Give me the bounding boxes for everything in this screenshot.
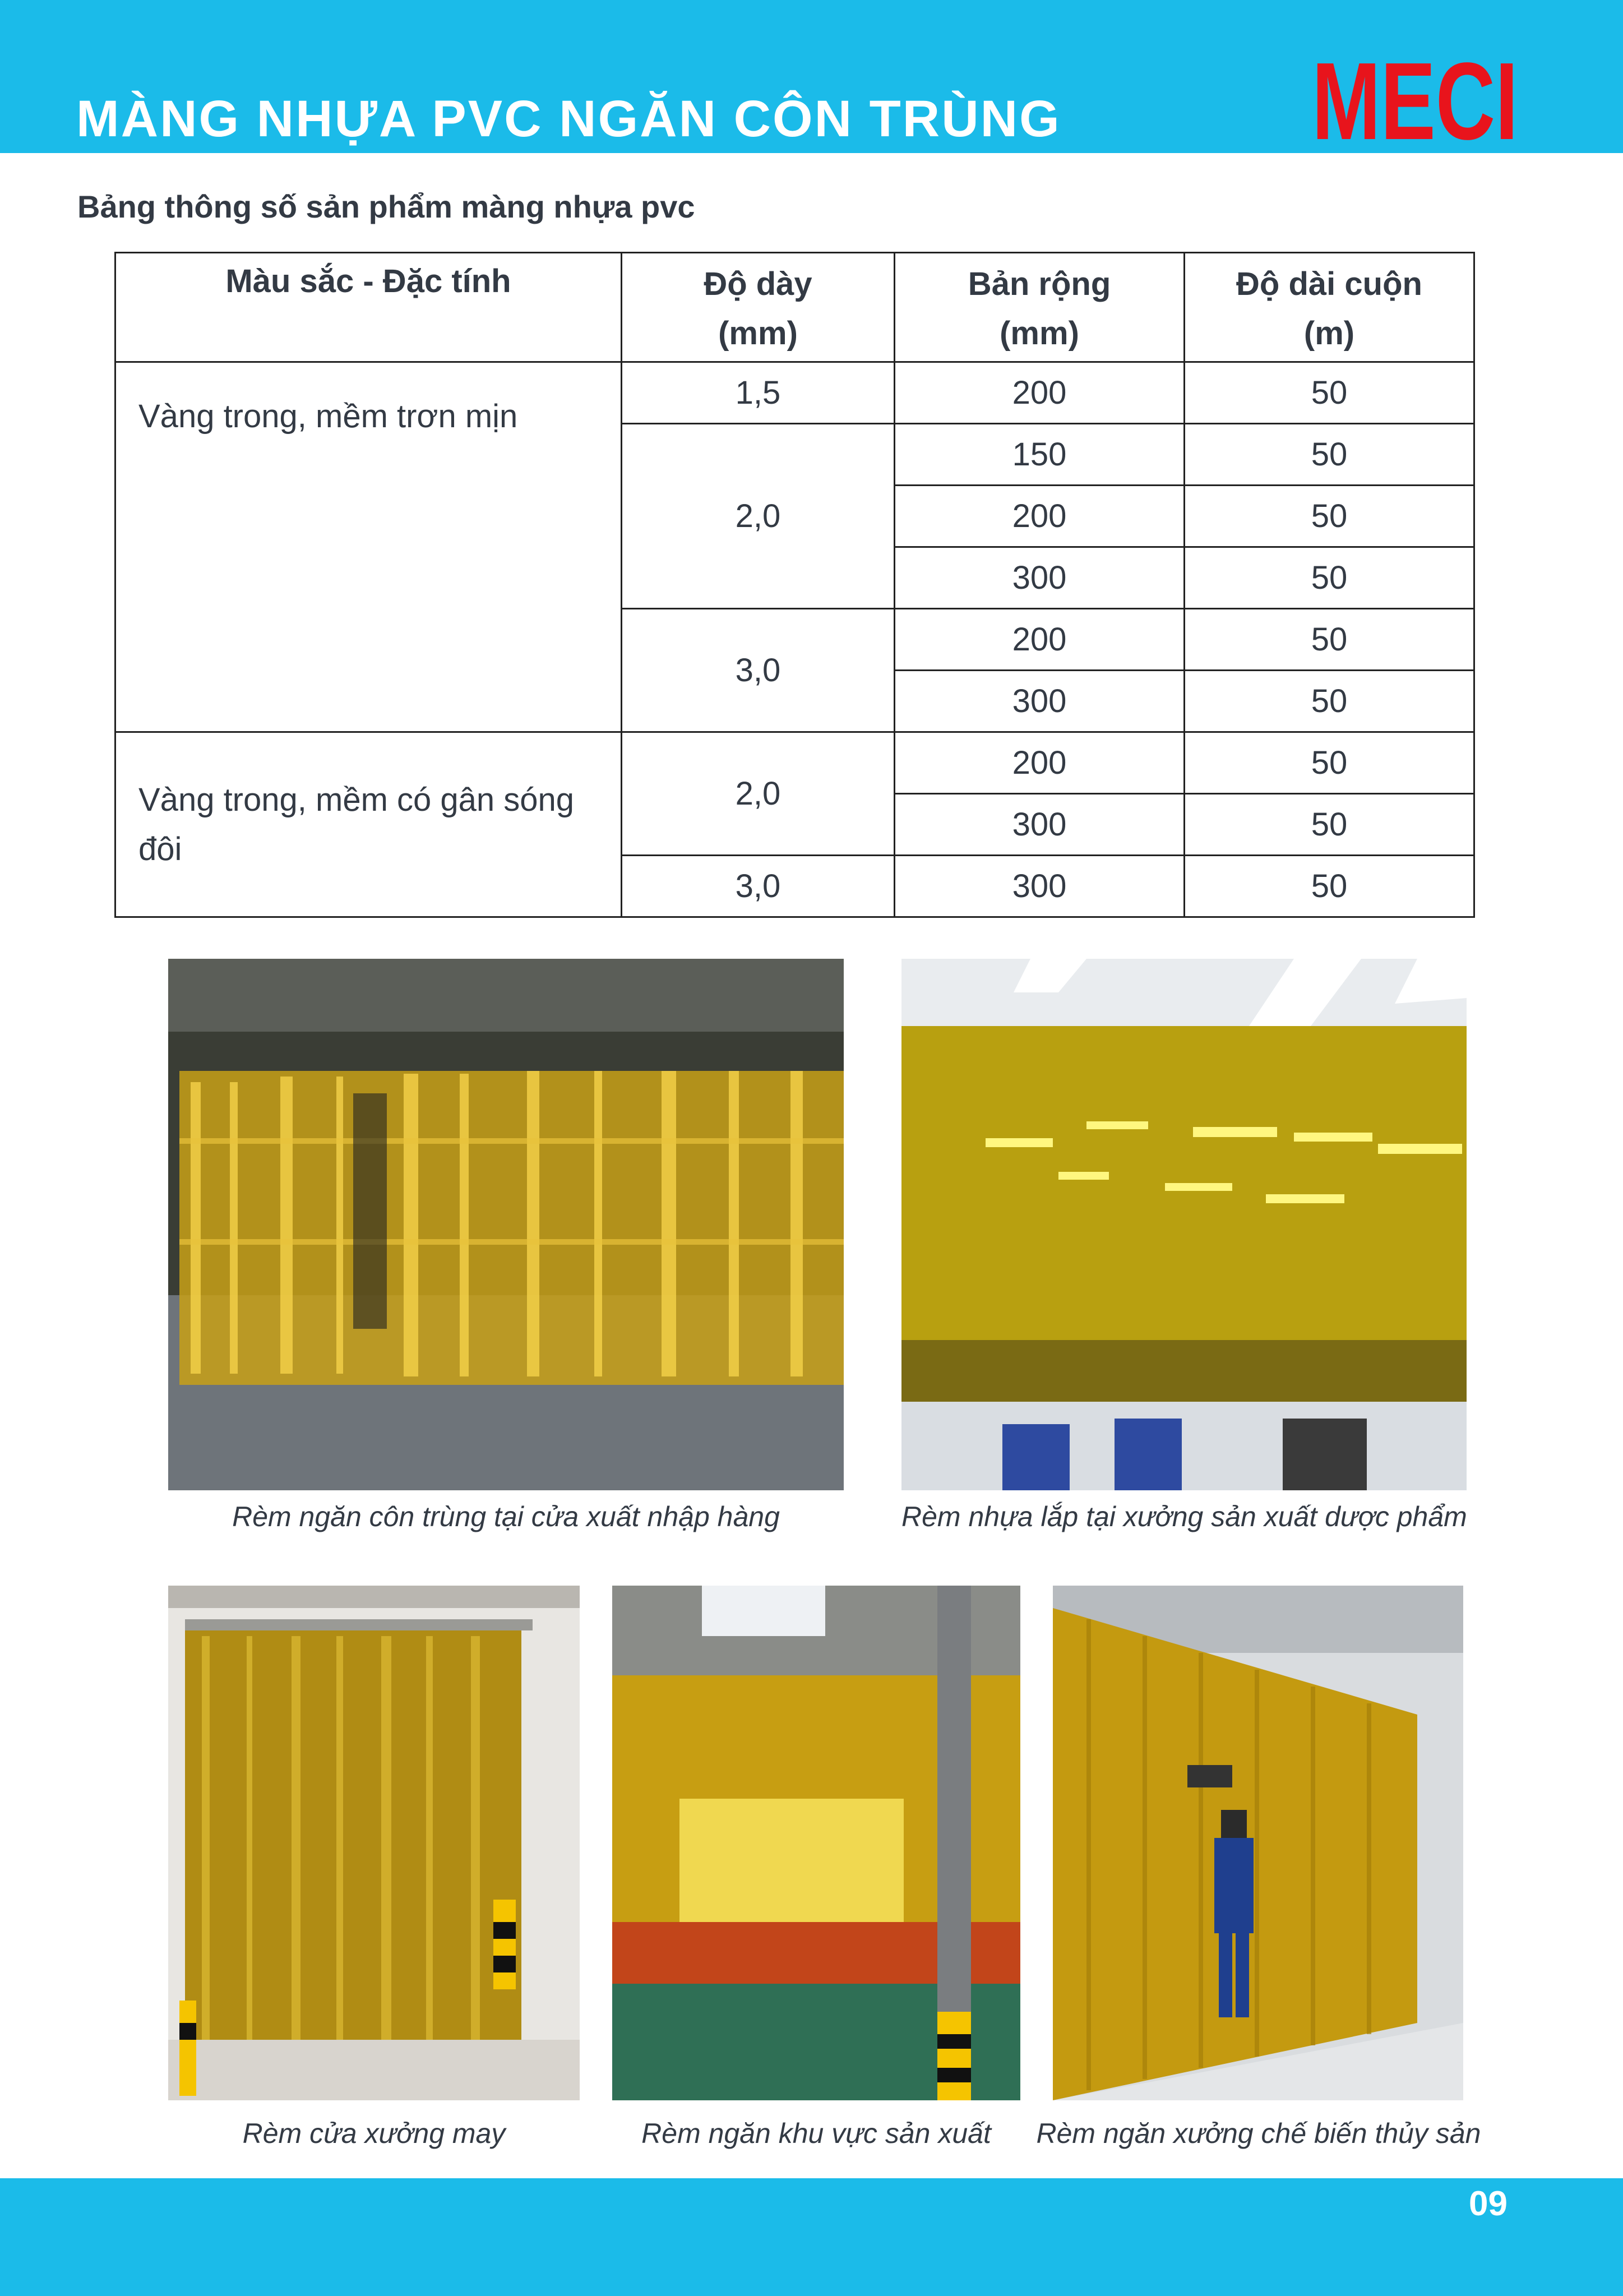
header-color-property: Màu sắc - Đặc tính xyxy=(115,253,622,362)
length-cell: 50 xyxy=(1185,609,1474,671)
length-cell: 50 xyxy=(1185,362,1474,424)
length-cell: 50 xyxy=(1185,794,1474,856)
length-cell: 50 xyxy=(1185,424,1474,486)
width-cell: 300 xyxy=(895,856,1185,917)
caption-photo-4: Rèm ngăn khu vực sản xuất xyxy=(641,2118,991,2149)
spec-table xyxy=(114,252,1475,918)
width-cell: 200 xyxy=(895,609,1185,671)
caption-photo-3: Rèm cửa xưởng may xyxy=(242,2118,506,2149)
width-cell: 200 xyxy=(895,732,1185,794)
thickness-cell: 3,0 xyxy=(622,856,895,917)
section-title: Bảng thông số sản phẩm màng nhựa pvc xyxy=(77,189,695,224)
header-width: Bản rộng (mm) xyxy=(895,253,1185,362)
header-thickness: Độ dày (mm) xyxy=(622,253,895,362)
caption-photo-5: Rèm ngăn xưởng chế biến thủy sản xyxy=(1036,2118,1481,2149)
width-cell: 300 xyxy=(895,671,1185,732)
length-cell: 50 xyxy=(1185,856,1474,917)
photo-loading-door-curtain xyxy=(168,959,844,1490)
length-cell: 50 xyxy=(1185,732,1474,794)
width-cell: 200 xyxy=(895,362,1185,424)
header-roll-length: Độ dài cuộn (m) xyxy=(1185,253,1474,362)
length-cell: 50 xyxy=(1185,486,1474,547)
table-row xyxy=(115,362,1474,424)
photo-production-area xyxy=(612,1586,1020,2100)
table-row xyxy=(115,732,1474,794)
page-number: 09 xyxy=(1469,2184,1508,2223)
thickness-cell: 3,0 xyxy=(622,609,895,732)
width-cell: 300 xyxy=(895,794,1185,856)
footer-band xyxy=(0,2178,1623,2296)
meci-logo xyxy=(1312,40,1525,163)
thickness-cell: 2,0 xyxy=(622,424,895,609)
photo-pharma-factory xyxy=(901,959,1467,1490)
table-header-row xyxy=(115,253,1474,362)
photo-seafood-processing xyxy=(1053,1586,1463,2100)
product-description: Vàng trong, mềm trơn mịn xyxy=(115,362,622,732)
page-title: MÀNG NHỰA PVC NGĂN CÔN TRÙNG xyxy=(76,90,1061,147)
thickness-cell: 2,0 xyxy=(622,732,895,856)
width-cell: 150 xyxy=(895,424,1185,486)
product-description: Vàng trong, mềm có gân sóng đôi xyxy=(115,732,622,917)
caption-photo-1: Rèm ngăn côn trùng tại cửa xuất nhập hàng xyxy=(232,1501,780,1532)
width-cell: 200 xyxy=(895,486,1185,547)
length-cell: 50 xyxy=(1185,547,1474,609)
thickness-cell: 1,5 xyxy=(622,362,895,424)
length-cell: 50 xyxy=(1185,671,1474,732)
caption-photo-2: Rèm nhựa lắp tại xưởng sản xuất dược phẩm xyxy=(901,1501,1467,1532)
width-cell: 300 xyxy=(895,547,1185,609)
photo-garment-workshop xyxy=(168,1586,580,2100)
svg-text:MECI: MECI xyxy=(1312,40,1518,163)
